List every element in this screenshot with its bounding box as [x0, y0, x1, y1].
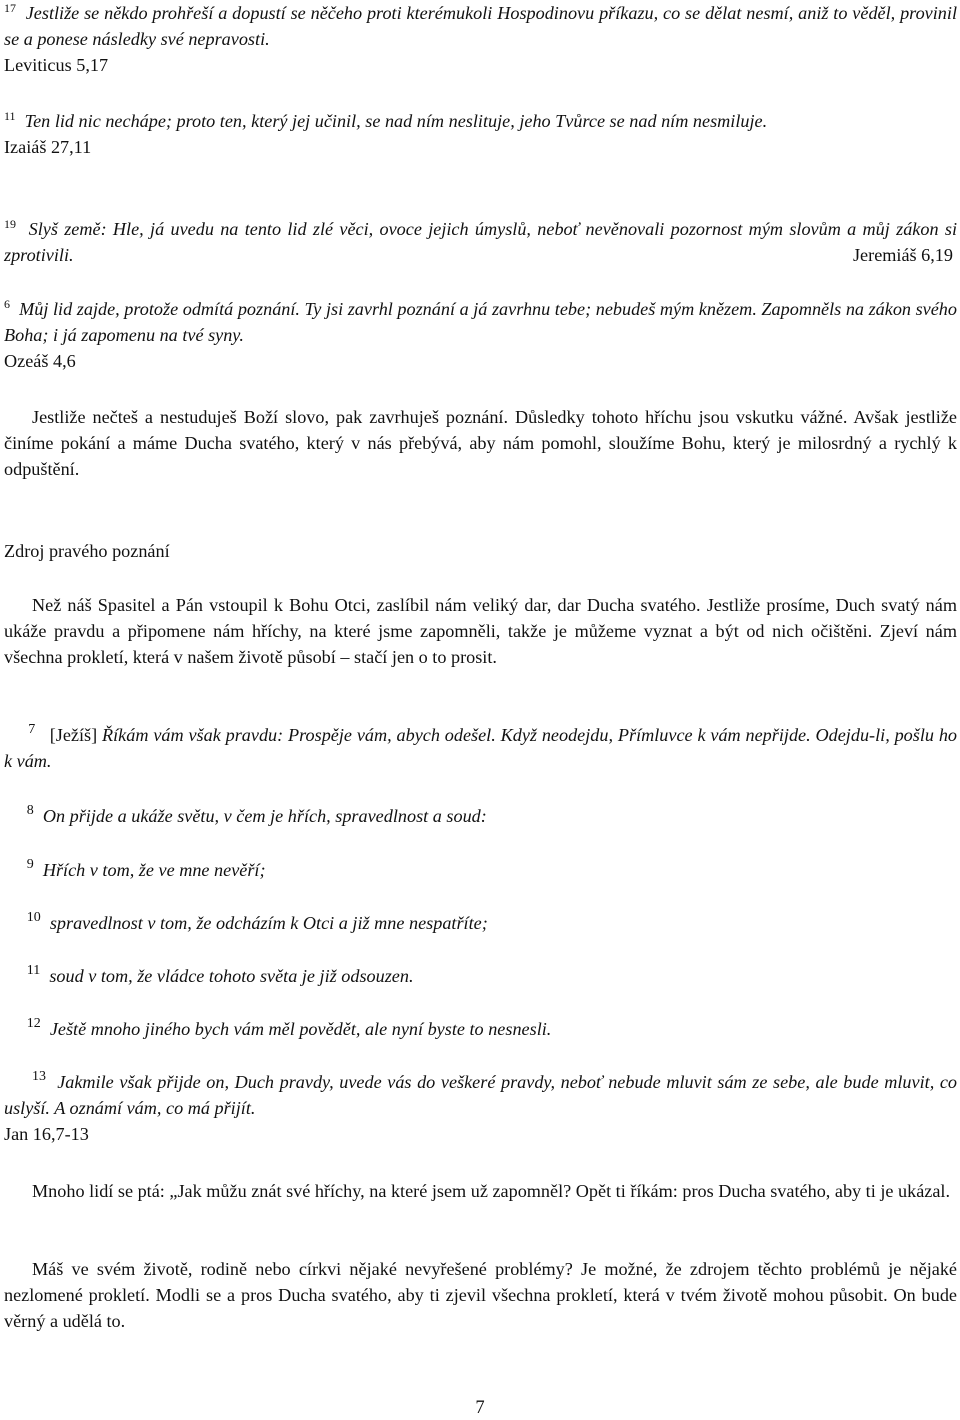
verse-john-10	[4, 910, 957, 936]
verse-number: 11	[4, 109, 16, 123]
verse-leviticus	[4, 0, 957, 78]
verse-text: Ten lid nic nechápe; proto ten, který jej učinil, se nad ním neslituje, jeho Tvůrce se nad ním nesmiluje.	[24, 111, 768, 131]
verse-text: Ještě mnoho jiného bych vám měl povědět, ale nyní byste to nesnesli.	[49, 1019, 552, 1039]
verse-john-7	[4, 722, 957, 774]
body-paragraph: Mnoho lidí se ptá: „Jak můžu znát své hříchy, na které jsem už zapomněl? Opět ti říkám: pros Ducha svatého, aby ti je ukázal.	[32, 1181, 951, 1201]
verse-number: 12	[26, 1016, 41, 1031]
scripture-reference: Izaiáš 27,11	[4, 137, 92, 157]
verse-john-12	[4, 1016, 957, 1042]
body-paragraph: Máš ve svém životě, rodině nebo církvi nějaké nevyřešené problémy? Je možné, že zdrojem těchto problémů je nějaké nezlomené prokletí. Modli se a pros Ducha svatého, aby ti zjevil všechna prokletí, která v tvém životě mohou působit. On bude věrný a udělá to.	[4, 1259, 957, 1331]
verse-number: 17	[4, 1, 16, 15]
verse-text: Jestliže se někdo prohřeší a dopustí se něčeho proti kterémukoli Hospodinovu příkazu, co se dělat nesmí, aniž to věděl, provinil se a ponese následky své nepravosti.	[4, 3, 957, 49]
scripture-reference: Jeremiáš 6,19	[852, 245, 953, 265]
body-paragraph: Jestliže nečteš a nestuduješ Boží slovo, pak zavrhuješ poznání. Důsledky tohoto hříchu jsou vskutku vážné. Avšak jestliže činíme pokání a máme Ducha svatého, který v nás přebývá, aby nám pomohl, sloužíme Bohu, který je milosrdný a rychlý k odpuštění.	[4, 407, 957, 479]
verse-number: 7	[28, 722, 36, 737]
body-paragraph: Než náš Spasitel a Pán vstoupil k Bohu Otci, zaslíbil nám veliký dar, dar Ducha svatého. Jestliže prosíme, Duch svatý nám ukáže pravdu a připomene nám hříchy, na které jsme zapomněli, takže je můžeme vyznat a být od nich očištěni. Zjeví nám všechna prokletí, která v našem životě působí – stačí jen o to prosit.	[4, 595, 957, 667]
verse-number: 9	[26, 857, 34, 872]
verse-number: 6	[4, 297, 10, 311]
section-heading: Zdroj pravého poznání	[4, 541, 170, 561]
verse-john-11	[4, 963, 957, 989]
scripture-reference: Leviticus 5,17	[4, 55, 109, 75]
verse-isaiah	[4, 108, 957, 160]
verse-jeremiah	[4, 216, 957, 268]
verse-text: Hřích v tom, že ve mne nevěří;	[42, 860, 266, 880]
verse-text: Jakmile však přijde on, Duch pravdy, uvede vás do veškeré pravdy, neboť nebude mluvit sám ze sebe, ale bude mluvit, co uslyší. A oznámí vám, co má přijít.	[4, 1072, 958, 1118]
verse-john-8	[4, 803, 957, 829]
verse-text: spravedlnost v tom, že odcházím k Otci a již mne nespatříte;	[49, 913, 488, 933]
verse-number: 8	[26, 803, 34, 818]
page-number: 7	[475, 1398, 485, 1418]
verse-number: 10	[26, 910, 41, 925]
verse-prefix: [Ježíš]	[49, 725, 98, 745]
verse-number: 13	[31, 1069, 46, 1084]
verse-text: Slyš země: Hle, já uvedu na tento lid zlé věci, ovoce jejich úmyslů, neboť nevěnovali pozornost mým slovům a můj zákon si zprotivili.	[4, 219, 957, 265]
verse-number: 11	[26, 963, 41, 978]
scripture-reference: Jan 16,7-13	[4, 1124, 89, 1144]
verse-text: soud v tom, že vládce tohoto světa je již odsouzen.	[49, 966, 414, 986]
verse-john-9	[4, 857, 957, 883]
verse-text: Říkám vám však pravdu: Prospěje vám, abych odešel. Když neodejdu, Přímluvce k vám nepřijde. Odejdu-li, pošlu ho k vám.	[4, 725, 958, 771]
verse-number: 19	[4, 217, 16, 231]
verse-hosea	[4, 296, 957, 374]
verse-text: On přijde a ukáže světu, v čem je hřích, spravedlnost a soud:	[42, 806, 487, 826]
verse-john-13	[4, 1069, 957, 1147]
verse-text: Můj lid zajde, protože odmítá poznání. Ty jsi zavrhl poznání a já zavrhnu tebe; nebudeš mým knězem. Zapomněls na zákon svého Boha; i já zapomenu na tvé syny.	[4, 299, 957, 345]
scripture-reference: Ozeáš 4,6	[4, 351, 76, 371]
